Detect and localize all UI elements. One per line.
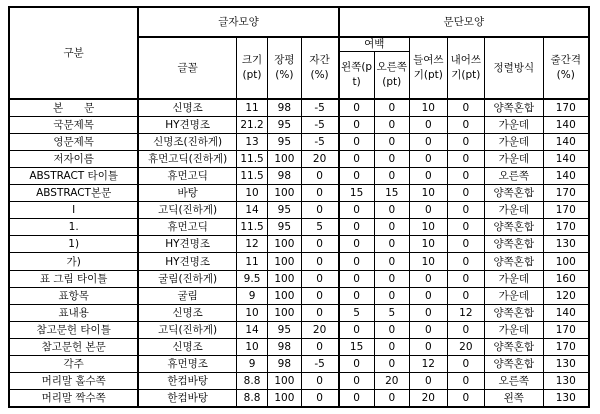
header-spacing: 자간(%) [301, 37, 339, 99]
cell-ratio: 98 [268, 338, 301, 355]
cell-margin-left: 0 [339, 168, 374, 185]
cell-font: HY견명조 [138, 253, 236, 270]
cell-category: 참고문헌 본문 [9, 338, 138, 355]
cell-margin-right: 0 [374, 287, 409, 304]
cell-margin-right: 15 [374, 185, 409, 202]
cell-font: 고딕(진하게) [138, 321, 236, 338]
cell-size: 14 [236, 202, 267, 219]
cell-font: 휴먼명조 [138, 355, 236, 372]
cell-ratio: 100 [268, 389, 301, 407]
cell-outdent: 0 [447, 355, 485, 372]
cell-size: 11.5 [236, 168, 267, 185]
cell-category: 국문제목 [9, 117, 138, 134]
cell-spacing: 0 [301, 202, 339, 219]
cell-spacing: 0 [301, 253, 339, 270]
cell-ratio: 100 [268, 151, 301, 168]
cell-margin-right: 0 [374, 202, 409, 219]
cell-font: 한컴바탕 [138, 372, 236, 389]
table-row [9, 270, 589, 287]
cell-ratio: 100 [268, 270, 301, 287]
cell-spacing: 0 [301, 236, 339, 253]
table-row [9, 134, 589, 151]
cell-font: 굴림 [138, 287, 236, 304]
cell-align: 양쪽혼합 [485, 253, 543, 270]
cell-indent: 0 [410, 117, 448, 134]
cell-margin-left: 0 [339, 117, 374, 134]
cell-spacing: -5 [301, 99, 339, 117]
cell-category: 표 그림 타이틀 [9, 270, 138, 287]
cell-align: 가운데 [485, 134, 543, 151]
cell-margin-left: 0 [339, 236, 374, 253]
cell-indent: 0 [410, 321, 448, 338]
cell-margin-right: 0 [374, 253, 409, 270]
cell-line-spacing: 130 [543, 372, 589, 389]
cell-line-spacing: 140 [543, 304, 589, 321]
cell-outdent: 0 [447, 117, 485, 134]
cell-spacing: 0 [301, 287, 339, 304]
cell-margin-right: 0 [374, 355, 409, 372]
cell-margin-left: 0 [339, 202, 374, 219]
cell-line-spacing: 160 [543, 270, 589, 287]
cell-size: 12 [236, 236, 267, 253]
cell-size: 10 [236, 338, 267, 355]
table-row [9, 389, 589, 407]
cell-margin-right: 5 [374, 304, 409, 321]
cell-align: 양쪽혼합 [485, 236, 543, 253]
cell-spacing: 5 [301, 219, 339, 236]
cell-category: 1. [9, 219, 138, 236]
cell-category: 표항목 [9, 287, 138, 304]
cell-line-spacing: 140 [543, 134, 589, 151]
cell-ratio: 98 [268, 355, 301, 372]
cell-spacing: -5 [301, 134, 339, 151]
cell-margin-right: 0 [374, 338, 409, 355]
cell-align: 양쪽혼합 [485, 338, 543, 355]
header-ratio: 장평(%) [268, 37, 301, 99]
cell-font: 고딕(진하게) [138, 202, 236, 219]
cell-line-spacing: 170 [543, 99, 589, 117]
cell-font: 한컴바탕 [138, 389, 236, 407]
cell-indent: 0 [410, 151, 448, 168]
cell-font: HY견명조 [138, 236, 236, 253]
cell-indent: 0 [410, 372, 448, 389]
cell-ratio: 95 [268, 202, 301, 219]
cell-margin-right: 0 [374, 168, 409, 185]
cell-size: 11 [236, 253, 267, 270]
cell-font: 휴먼고딕 [138, 219, 236, 236]
table-row [9, 304, 589, 321]
cell-align: 오른쪽 [485, 372, 543, 389]
table-row [9, 253, 589, 270]
cell-align: 오른쪽 [485, 168, 543, 185]
table-row [9, 321, 589, 338]
cell-category: 표내용 [9, 304, 138, 321]
cell-indent: 10 [410, 99, 448, 117]
cell-category: 머리말 짝수쪽 [9, 389, 138, 407]
table-row [9, 185, 589, 202]
format-spec-table [8, 6, 590, 408]
header-font: 글꼴 [138, 37, 236, 99]
header-para-group: 문단모양 [339, 7, 589, 37]
cell-outdent: 0 [447, 185, 485, 202]
cell-outdent: 20 [447, 338, 485, 355]
cell-spacing: 0 [301, 168, 339, 185]
cell-ratio: 100 [268, 253, 301, 270]
table-row [9, 219, 589, 236]
cell-size: 9.5 [236, 270, 267, 287]
cell-line-spacing: 170 [543, 185, 589, 202]
cell-spacing: 0 [301, 389, 339, 407]
cell-ratio: 95 [268, 321, 301, 338]
header-margin-right: 오른쪽(pt) [374, 51, 409, 99]
cell-margin-left: 0 [339, 270, 374, 287]
cell-align: 가운데 [485, 151, 543, 168]
cell-spacing: 0 [301, 372, 339, 389]
table-row [9, 338, 589, 355]
cell-align: 왼쪽 [485, 389, 543, 407]
cell-spacing: 0 [301, 185, 339, 202]
header-indent: 들여쓰기(pt) [410, 37, 448, 99]
cell-outdent: 0 [447, 151, 485, 168]
cell-indent: 0 [410, 168, 448, 185]
cell-align: 양쪽혼합 [485, 355, 543, 372]
header-outdent: 내어쓰기(pt) [447, 37, 485, 99]
cell-margin-left: 15 [339, 338, 374, 355]
cell-category: ABSTRACT본문 [9, 185, 138, 202]
cell-margin-left: 0 [339, 134, 374, 151]
cell-line-spacing: 140 [543, 168, 589, 185]
cell-indent: 10 [410, 236, 448, 253]
cell-size: 8.8 [236, 389, 267, 407]
cell-margin-right: 20 [374, 372, 409, 389]
cell-line-spacing: 140 [543, 151, 589, 168]
cell-category: 각주 [9, 355, 138, 372]
cell-line-spacing: 170 [543, 338, 589, 355]
table-row [9, 99, 589, 117]
cell-indent: 10 [410, 219, 448, 236]
cell-align: 가운데 [485, 321, 543, 338]
cell-margin-right: 0 [374, 236, 409, 253]
cell-margin-left: 0 [339, 321, 374, 338]
cell-spacing: 0 [301, 338, 339, 355]
cell-margin-left: 0 [339, 372, 374, 389]
cell-font: 신명조(진하게) [138, 134, 236, 151]
cell-margin-left: 0 [339, 99, 374, 117]
cell-indent: 0 [410, 287, 448, 304]
cell-margin-right: 0 [374, 117, 409, 134]
cell-align: 가운데 [485, 270, 543, 287]
cell-indent: 0 [410, 202, 448, 219]
cell-margin-left: 0 [339, 151, 374, 168]
cell-outdent: 0 [447, 321, 485, 338]
cell-indent: 0 [410, 134, 448, 151]
cell-indent: 10 [410, 185, 448, 202]
table-row [9, 202, 589, 219]
cell-outdent: 0 [447, 389, 485, 407]
table-row [9, 355, 589, 372]
cell-ratio: 100 [268, 185, 301, 202]
table-body [9, 99, 589, 407]
cell-category: Ⅰ [9, 202, 138, 219]
cell-font: 바탕 [138, 185, 236, 202]
cell-align: 양쪽혼합 [485, 304, 543, 321]
cell-size: 9 [236, 355, 267, 372]
cell-category: 저자이름 [9, 151, 138, 168]
cell-indent: 0 [410, 338, 448, 355]
cell-align: 가운데 [485, 202, 543, 219]
cell-outdent: 0 [447, 253, 485, 270]
table-row [9, 287, 589, 304]
cell-outdent: 0 [447, 99, 485, 117]
cell-margin-right: 0 [374, 270, 409, 287]
table-row [9, 168, 589, 185]
cell-outdent: 12 [447, 304, 485, 321]
cell-align: 양쪽혼합 [485, 185, 543, 202]
cell-margin-right: 0 [374, 134, 409, 151]
cell-indent: 20 [410, 389, 448, 407]
cell-margin-left: 0 [339, 355, 374, 372]
cell-margin-left: 0 [339, 219, 374, 236]
cell-category: 영문제목 [9, 134, 138, 151]
cell-size: 11.5 [236, 219, 267, 236]
header-align: 정렬방식 [485, 37, 543, 99]
cell-line-spacing: 170 [543, 219, 589, 236]
cell-align: 양쪽혼합 [485, 99, 543, 117]
header-category: 구분 [9, 7, 138, 99]
cell-align: 가운데 [485, 287, 543, 304]
cell-margin-right: 0 [374, 389, 409, 407]
header-char-group: 글자모양 [138, 7, 338, 37]
cell-ratio: 98 [268, 99, 301, 117]
cell-size: 11.5 [236, 151, 267, 168]
cell-line-spacing: 120 [543, 287, 589, 304]
cell-line-spacing: 140 [543, 117, 589, 134]
cell-size: 14 [236, 321, 267, 338]
table-row [9, 151, 589, 168]
cell-line-spacing: 130 [543, 389, 589, 407]
cell-spacing: 20 [301, 151, 339, 168]
cell-margin-left: 5 [339, 304, 374, 321]
header-margin-left: 왼쪽(pt) [339, 51, 374, 99]
cell-align: 가운데 [485, 117, 543, 134]
cell-outdent: 0 [447, 372, 485, 389]
cell-ratio: 100 [268, 372, 301, 389]
cell-category: 참고문헌 타이틀 [9, 321, 138, 338]
table-row [9, 117, 589, 134]
table-row [9, 236, 589, 253]
cell-ratio: 95 [268, 219, 301, 236]
cell-spacing: -5 [301, 117, 339, 134]
cell-margin-right: 0 [374, 321, 409, 338]
cell-indent: 12 [410, 355, 448, 372]
cell-font: 신명조 [138, 99, 236, 117]
cell-indent: 10 [410, 253, 448, 270]
cell-font: 휴먼고딕 [138, 168, 236, 185]
cell-size: 9 [236, 287, 267, 304]
cell-outdent: 0 [447, 236, 485, 253]
cell-ratio: 100 [268, 304, 301, 321]
cell-spacing: 20 [301, 321, 339, 338]
cell-size: 10 [236, 185, 267, 202]
cell-align: 양쪽혼합 [485, 219, 543, 236]
header-line-spacing: 줄간격(%) [543, 37, 589, 99]
cell-size: 11 [236, 99, 267, 117]
cell-outdent: 0 [447, 134, 485, 151]
table-row [9, 372, 589, 389]
cell-ratio: 98 [268, 168, 301, 185]
cell-font: 신명조 [138, 304, 236, 321]
cell-line-spacing: 130 [543, 355, 589, 372]
cell-size: 13 [236, 134, 267, 151]
cell-size: 10 [236, 304, 267, 321]
cell-category: 머리말 홀수쪽 [9, 372, 138, 389]
cell-category: 본 문 [9, 99, 138, 117]
cell-spacing: 0 [301, 270, 339, 287]
header-size: 크기(pt) [236, 37, 267, 99]
cell-font: 휴먼고딕(진하게) [138, 151, 236, 168]
cell-ratio: 95 [268, 117, 301, 134]
cell-margin-left: 0 [339, 287, 374, 304]
cell-size: 21.2 [236, 117, 267, 134]
cell-margin-left: 0 [339, 389, 374, 407]
cell-outdent: 0 [447, 168, 485, 185]
header-margin-group: 여백 [339, 37, 410, 51]
cell-line-spacing: 170 [543, 202, 589, 219]
cell-font: 굴림(진하게) [138, 270, 236, 287]
cell-category: 1) [9, 236, 138, 253]
cell-margin-left: 15 [339, 185, 374, 202]
cell-ratio: 100 [268, 236, 301, 253]
cell-category: ABSTRACT 타이틀 [9, 168, 138, 185]
cell-margin-left: 0 [339, 253, 374, 270]
cell-font: 신명조 [138, 338, 236, 355]
cell-margin-right: 0 [374, 151, 409, 168]
cell-font: HY견명조 [138, 117, 236, 134]
cell-outdent: 0 [447, 287, 485, 304]
cell-outdent: 0 [447, 202, 485, 219]
cell-margin-right: 0 [374, 219, 409, 236]
cell-outdent: 0 [447, 270, 485, 287]
cell-line-spacing: 130 [543, 236, 589, 253]
cell-indent: 0 [410, 304, 448, 321]
cell-spacing: 0 [301, 304, 339, 321]
cell-line-spacing: 100 [543, 253, 589, 270]
cell-category: 가) [9, 253, 138, 270]
cell-line-spacing: 170 [543, 321, 589, 338]
cell-ratio: 95 [268, 134, 301, 151]
cell-size: 8.8 [236, 372, 267, 389]
cell-spacing: -5 [301, 355, 339, 372]
cell-margin-right: 0 [374, 99, 409, 117]
cell-indent: 0 [410, 270, 448, 287]
cell-ratio: 100 [268, 287, 301, 304]
cell-outdent: 0 [447, 219, 485, 236]
